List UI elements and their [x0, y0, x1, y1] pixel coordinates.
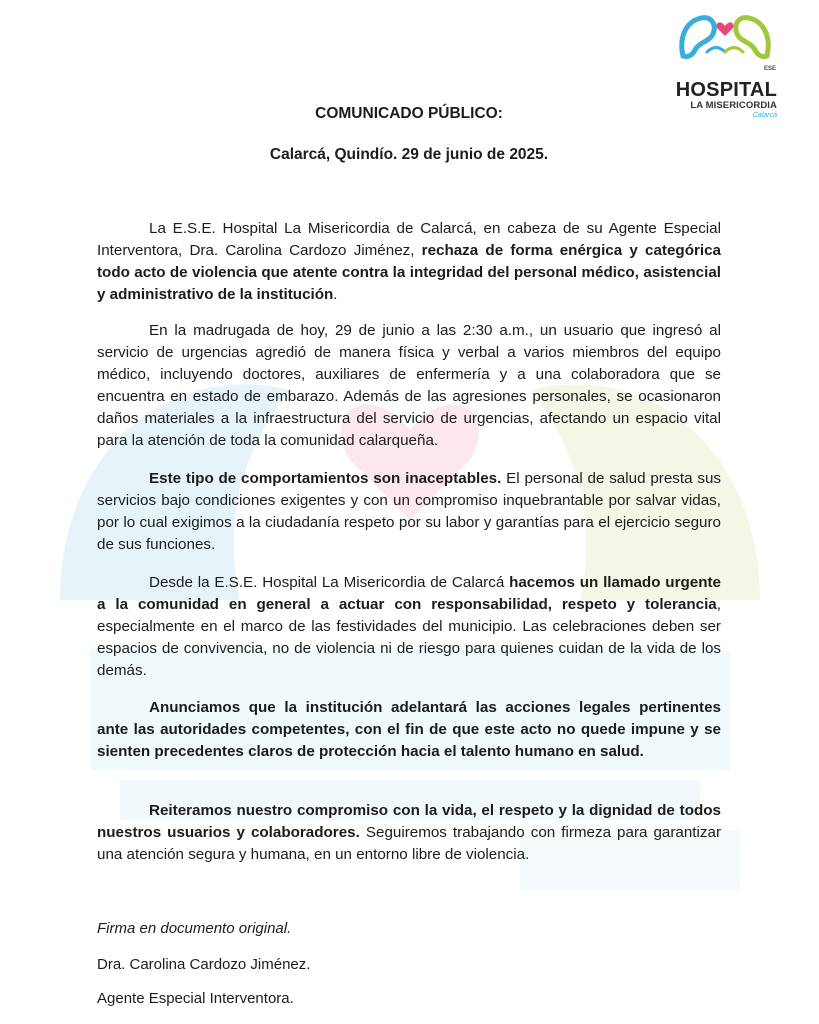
paragraph-6: Reiteramos nuestro compromiso con la vida, el respeto y la dignidad de todos nuestros usuarios y colaboradores. Seguiremos trabajando con firmeza para garantizar una atención segura y humana, en un entorno libre de violencia.: [97, 802, 721, 863]
document-date: Calarcá, Quindío. 29 de junio de 2025.: [269, 146, 549, 163]
paragraph-3: Este tipo de comportamientos son inaceptables. El personal de salud presta sus servicios bajo condiciones exigentes y con un compromiso inquebrantable por salvar vidas, por lo cual exigimos a la ciudadanía respeto por su labor y garantías para el ejercicio seguro de sus funciones.: [97, 470, 721, 553]
paragraph-2: En la madrugada de hoy, 29 de junio a las 2:30 a.m., un usuario que ingresó al servicio de urgencias agredió de manera física y verbal a varios miembros del equipo médico, incluyendo doctores, auxiliares de enfermería y a una colaboradora que se encuentra en estado de embarazo. Además de las agresiones personales, se ocasionaron daños materiales a la infraestructura del servicio de urgencias, afectando un espacio vital para la atención de toda la comunidad calarqueña.: [97, 322, 721, 449]
page-title: COMUNICADO PÚBLICO:: [315, 105, 503, 122]
signature-note: Firma en documento original.: [97, 920, 292, 937]
hospital-logo: [669, 12, 777, 119]
paragraph-4: Desde la E.S.E. Hospital La Misericordia de Calarcá hacemos un llamado urgente a la comunidad en general a actuar con responsabilidad, respeto y tolerancia, especialmente en el marco de las festividades del municipio. Las celebraciones deben ser espacios de convivencia, no de violencia ni de riesgo para quienes cuidan de la vida de los demás.: [97, 574, 721, 679]
paragraph-1: La E.S.E. Hospital La Misericordia de Calarcá, en cabeza de su Agente Especial Interventora, Dra. Carolina Cardozo Jiménez, rechaza de forma enérgica y categórica todo acto de violencia que atente contra la integridad del personal médico, asistencial y administrativo de la institución.: [97, 220, 721, 303]
signatory-name: Dra. Carolina Cardozo Jiménez.: [97, 956, 311, 973]
logo-name: HOSPITAL: [675, 79, 777, 101]
logo-city: Calarcá: [752, 111, 777, 119]
signatory-role: Agente Especial Interventora.: [97, 990, 294, 1007]
logo-prefix: ESE: [763, 66, 776, 72]
hands-heart-icon: [677, 12, 773, 62]
logo-subtitle: LA MISERICORDIA: [690, 100, 777, 111]
paragraph-5: Anunciamos que la institución adelantará las acciones legales pertinentes ante las autoridades competentes, con el fin de que este acto no quede impune y se sienten precedentes claros de protección hacia el talento humano en salud.: [97, 699, 721, 760]
